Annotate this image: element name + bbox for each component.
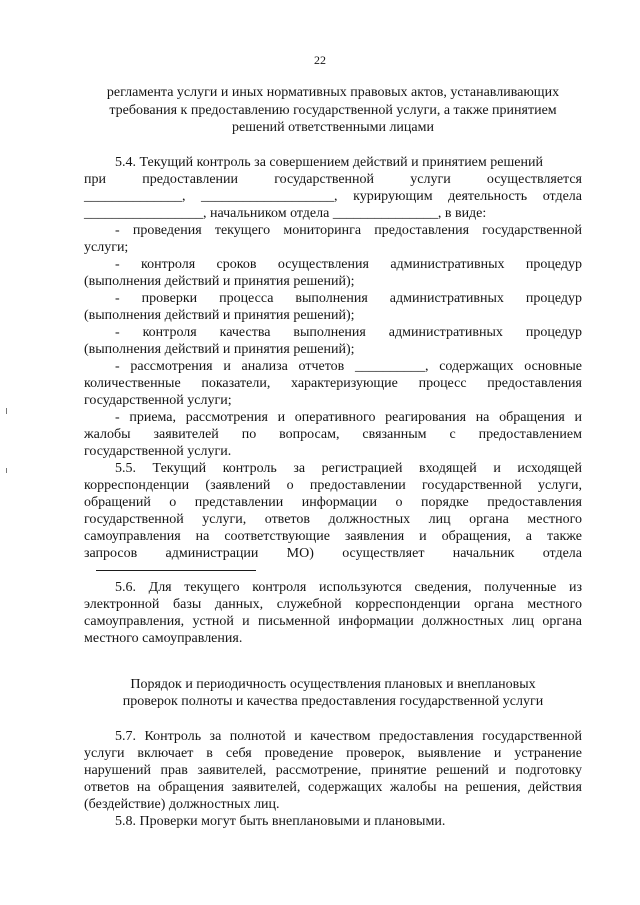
page-number: 22 — [314, 53, 326, 67]
text-line: 5.5. Текущий контроль за регистрацией входящей и исходящей — [115, 461, 582, 476]
text-line: государственной услуги; — [84, 393, 232, 408]
text-line: нарушений прав заявителей, рассмотрение, принятие решений и подготовку — [84, 763, 582, 778]
text-line: услуги включает в себя проведение проверок, выявление и устранение — [84, 746, 582, 761]
text-line: количественные показатели, характеризующие процесс предоставления — [84, 376, 582, 391]
text-line: 5.6. Для текущего контроля используются сведения, полученные из — [115, 580, 582, 595]
text-line: (выполнения действий и принятия решений); — [84, 274, 355, 289]
text-line: требования к предоставлению государственной услуги, а также принятием — [109, 103, 557, 118]
text-line: государственной услуги. — [84, 444, 232, 459]
text-line: - приема, рассмотрения и оперативного реагирования на обращения и — [115, 410, 582, 425]
text-line: 5.8. Проверки могут быть внеплановыми и плановыми. — [115, 814, 446, 829]
text-line: электронной базы данных, служебной корреспонденции органа местного — [84, 597, 582, 612]
text-line: запросов администрации МО) осуществляет начальник отдела — [84, 546, 582, 561]
text-line: обращений о представлении информации о порядке предоставления — [84, 495, 582, 510]
text-line: (выполнения действий и принятия решений); — [84, 308, 355, 323]
text-line: регламента услуги и иных нормативных правовых актов, устанавливающих — [106, 85, 560, 100]
text-line: самоуправления, устной и письменной информации должностных лиц органа — [84, 614, 582, 629]
text-line: - контроля качества выполнения административных процедур — [115, 325, 582, 340]
text-line: - проведения текущего мониторинга предоставления государственной — [115, 223, 582, 238]
text-line: проверок полноты и качества предоставления государственной услуги — [122, 694, 544, 709]
text-line: - рассмотрения и анализа отчетов __________, содержащих основные — [115, 359, 582, 374]
text-line: - проверки процесса выполнения административных процедур — [115, 291, 582, 306]
text-line: самоуправления на соответствующие заявления и обращения, а также — [84, 529, 582, 544]
blank-underline — [96, 570, 256, 571]
text-line: Порядок и периодичность осуществления плановых и внеплановых — [130, 677, 536, 692]
scan-mark — [6, 468, 7, 473]
text-line: _________________, начальником отдела _______________, в виде: — [84, 206, 487, 221]
text-line: решений ответственными лицами — [231, 120, 434, 135]
text-line: 5.7. Контроль за полнотой и качеством предоставления государственной — [115, 729, 582, 744]
text-line: 5.4. Текущий контроль за совершением действий и принятием решений — [115, 155, 543, 170]
text-line: государственной услуги, ответов должностных лиц органа местного — [84, 512, 582, 527]
text-line: услуги; — [84, 240, 129, 255]
text-line: местного самоуправления. — [84, 631, 243, 646]
text-line: (выполнения действий и принятия решений); — [84, 342, 355, 357]
text-line: ответов на обращения заявителей, содержащих жалобы на решения, действия — [84, 780, 582, 795]
text-line: при предоставлении государственной услуги осуществляется — [84, 172, 582, 187]
text-line: (бездействие) должностных лиц. — [84, 797, 280, 812]
text-line: - контроля сроков осуществления административных процедур — [115, 257, 582, 272]
scan-mark — [6, 408, 7, 414]
text-line: жалобы заявителей по вопросам, связанным с предоставлением — [84, 427, 582, 442]
text-line: корреспонденции (заявлений о предоставлении государственной услуги, — [84, 478, 582, 493]
text-line: ______________, ___________________, курирующим деятельность отдела — [84, 189, 582, 204]
